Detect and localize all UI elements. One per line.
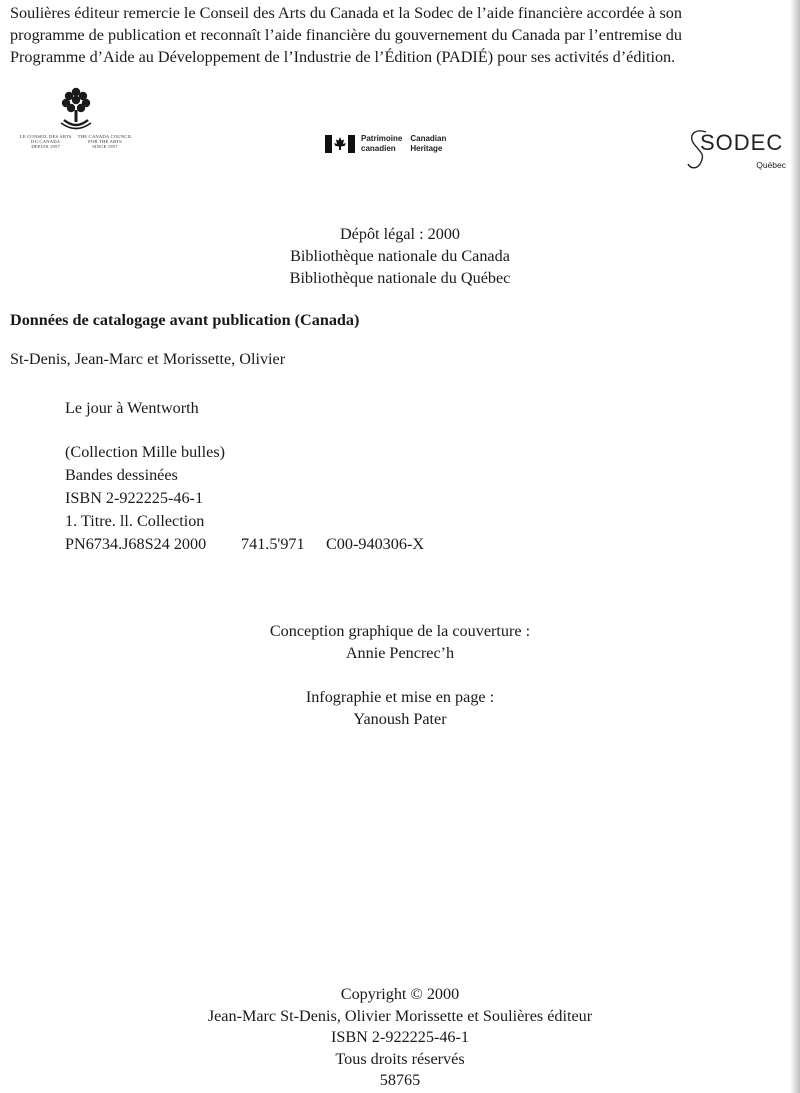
layout-credit bbox=[0, 686, 800, 730]
cip-lc-class: PN6734.J68S24 2000 bbox=[65, 535, 207, 553]
acknowledgement-line: programme de publication et reconnaît l’aide financière du gouvernement du Canada par l’entremise du bbox=[10, 26, 682, 44]
cover-credit-label: Conception graphique de la couverture : bbox=[269, 622, 531, 640]
cover-credit-name: Annie Pencrec’h bbox=[345, 644, 455, 662]
national-library-canada: Bibliothèque nationale du Canada bbox=[290, 247, 510, 265]
cip-details bbox=[65, 441, 424, 556]
canada-council-english-text: THE CANADA COUNCIL FOR THE ARTS SINCE 1957 bbox=[77, 134, 133, 149]
canada-flag-icon bbox=[325, 135, 355, 153]
patrimoine-text: Patrimoine bbox=[361, 134, 403, 143]
cip-isbn: ISBN 2-922225-46-1 bbox=[65, 489, 204, 507]
sodec-region: Québec bbox=[756, 160, 786, 170]
cip-collection: (Collection Mille bulles) bbox=[65, 443, 226, 461]
cip-genre: Bandes dessinées bbox=[65, 466, 178, 484]
copyright-number: 58765 bbox=[379, 1071, 421, 1089]
cip-authors: St-Denis, Jean-Marc et Morissette, Olivier bbox=[10, 350, 286, 368]
acknowledgement-line: Programme d’Aide au Développement de l’Industrie de l’Édition (PADIÉ) pour ses activités d’édition. bbox=[10, 48, 676, 66]
cip-control-number: C00-940306-X bbox=[326, 535, 425, 553]
cip-subjects: 1. Titre. ll. Collection bbox=[65, 512, 205, 530]
canadien-text: canadien bbox=[361, 144, 396, 153]
legal-deposit-block bbox=[0, 223, 800, 289]
canada-council-logo bbox=[6, 86, 146, 149]
canada-council-french-text: LE CONSEIL DES ARTS DU CANADA DEPUIS 1957 bbox=[19, 134, 72, 149]
copyright-holders: Jean-Marc St-Denis, Olivier Morissette et Soulières éditeur bbox=[207, 1006, 593, 1025]
copyright-year: Copyright © 2000 bbox=[340, 985, 460, 1003]
cip-classification-row bbox=[65, 533, 424, 556]
acknowledgement-line: Soulières éditeur remercie le Conseil des Arts du Canada et la Sodec de l’aide financière accordée à son bbox=[10, 4, 682, 22]
page-edge-shadow bbox=[790, 0, 800, 1093]
heritage-text: Heritage bbox=[410, 144, 443, 153]
copyright-block bbox=[0, 984, 800, 1092]
sodec-wordmark: SODEC bbox=[700, 130, 784, 155]
cip-dewey: 741.5'971 bbox=[241, 535, 305, 553]
canadian-heritage-logo bbox=[325, 134, 446, 154]
layout-credit-label: Infographie et mise en page : bbox=[305, 688, 495, 706]
copyright-rights: Tous droits réservés bbox=[335, 1049, 465, 1068]
copyright-isbn: ISBN 2-922225-46-1 bbox=[330, 1028, 470, 1046]
sodec-logo bbox=[686, 124, 786, 176]
canadian-text: Canadian bbox=[410, 134, 447, 143]
cover-credit bbox=[0, 620, 800, 664]
layout-credit-name: Yanoush Pater bbox=[353, 710, 447, 728]
legal-deposit-year: Dépôt légal : 2000 bbox=[339, 225, 461, 243]
cip-heading: Données de catalogage avant publication (Canada) bbox=[10, 311, 360, 329]
acknowledgement-paragraph bbox=[10, 2, 800, 68]
canada-council-tree-icon bbox=[59, 86, 93, 132]
national-library-quebec: Bibliothèque nationale du Québec bbox=[289, 269, 511, 287]
cip-title: Le jour à Wentworth bbox=[65, 399, 199, 417]
